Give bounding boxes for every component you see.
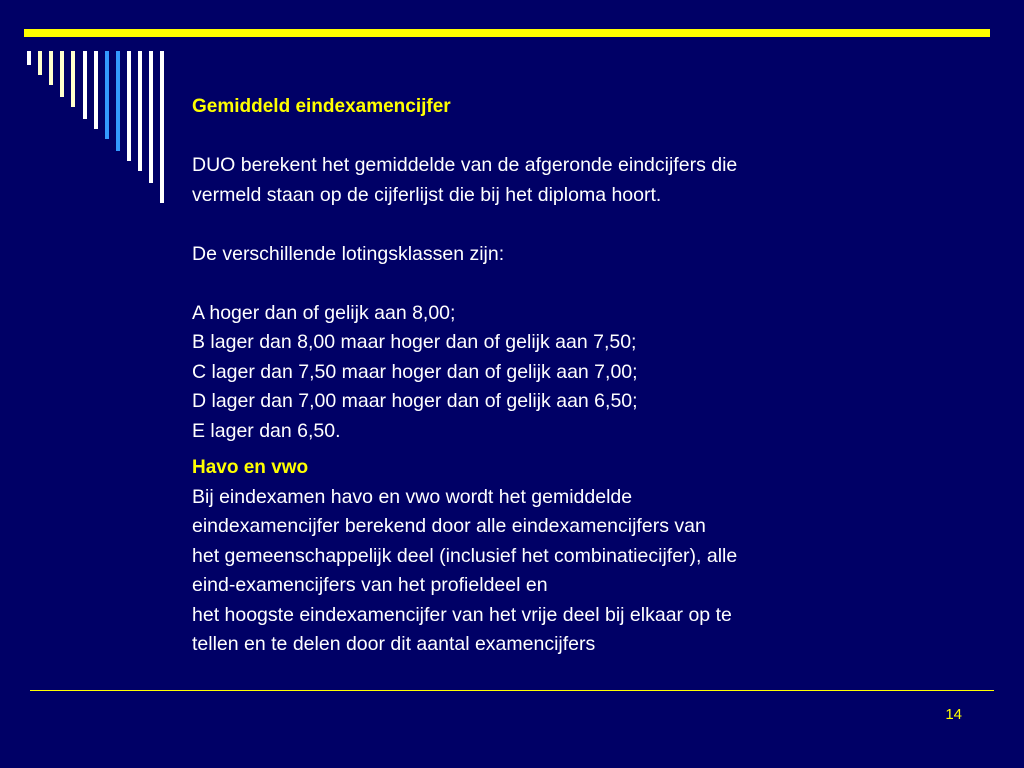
decorative-stripe (116, 51, 120, 151)
list-item: E lager dan 6,50. (192, 419, 341, 442)
body-line: tellen en te delen door dit aantal examencijfers (192, 633, 596, 655)
bottom-divider (30, 690, 994, 691)
decorative-stripe (38, 51, 42, 75)
decorative-stripe (71, 51, 75, 107)
body-line: het gemeenschappelijk deel (inclusief het combinatiecijfer), alle (192, 544, 738, 567)
lotingsklassen-list (192, 299, 972, 447)
page-number: 14 (945, 706, 962, 723)
list-item: C lager dan 7,50 maar hoger dan of gelijk aan 7,00; (192, 360, 638, 383)
decorative-stripe (160, 51, 164, 203)
decorative-stripe (49, 51, 53, 85)
intro-line: vermeld staan op de cijferlijst die bij het diploma hoort. (192, 183, 662, 206)
body-line: eindexamencijfer berekend door alle eindexamencijfers van (192, 515, 706, 537)
body-line: eind-examencijfers van het profieldeel en (192, 574, 548, 596)
section2-heading: Havo en vwo (192, 457, 309, 478)
decorative-stripe (105, 51, 109, 139)
slide-content (192, 92, 972, 660)
decorative-stripe (138, 51, 142, 171)
classes-intro: De verschillende lotingsklassen zijn: (192, 242, 505, 265)
body-line: het hoogste eindexamencijfer van het vrije deel bij elkaar op te (192, 603, 732, 626)
section1-intro (192, 151, 972, 210)
decorative-stripe (27, 51, 31, 65)
decorative-stripe (149, 51, 153, 183)
section1-heading: Gemiddeld eindexamencijfer (192, 96, 451, 117)
intro-line: DUO berekent het gemiddelde van de afgeronde eindcijfers die (192, 154, 738, 176)
decorative-stripe (127, 51, 131, 161)
decorative-stripe (83, 51, 87, 119)
decorative-stripe (94, 51, 98, 129)
list-item: D lager dan 7,00 maar hoger dan of gelijk aan 6,50; (192, 390, 638, 412)
section2-body (192, 483, 972, 660)
list-item: A hoger dan of gelijk aan 8,00; (192, 301, 456, 324)
decorative-stripes (0, 0, 200, 220)
decorative-stripe (60, 51, 64, 97)
list-item: B lager dan 8,00 maar hoger dan of gelijk aan 7,50; (192, 331, 637, 353)
body-line: Bij eindexamen havo en vwo wordt het gemiddelde (192, 485, 633, 508)
